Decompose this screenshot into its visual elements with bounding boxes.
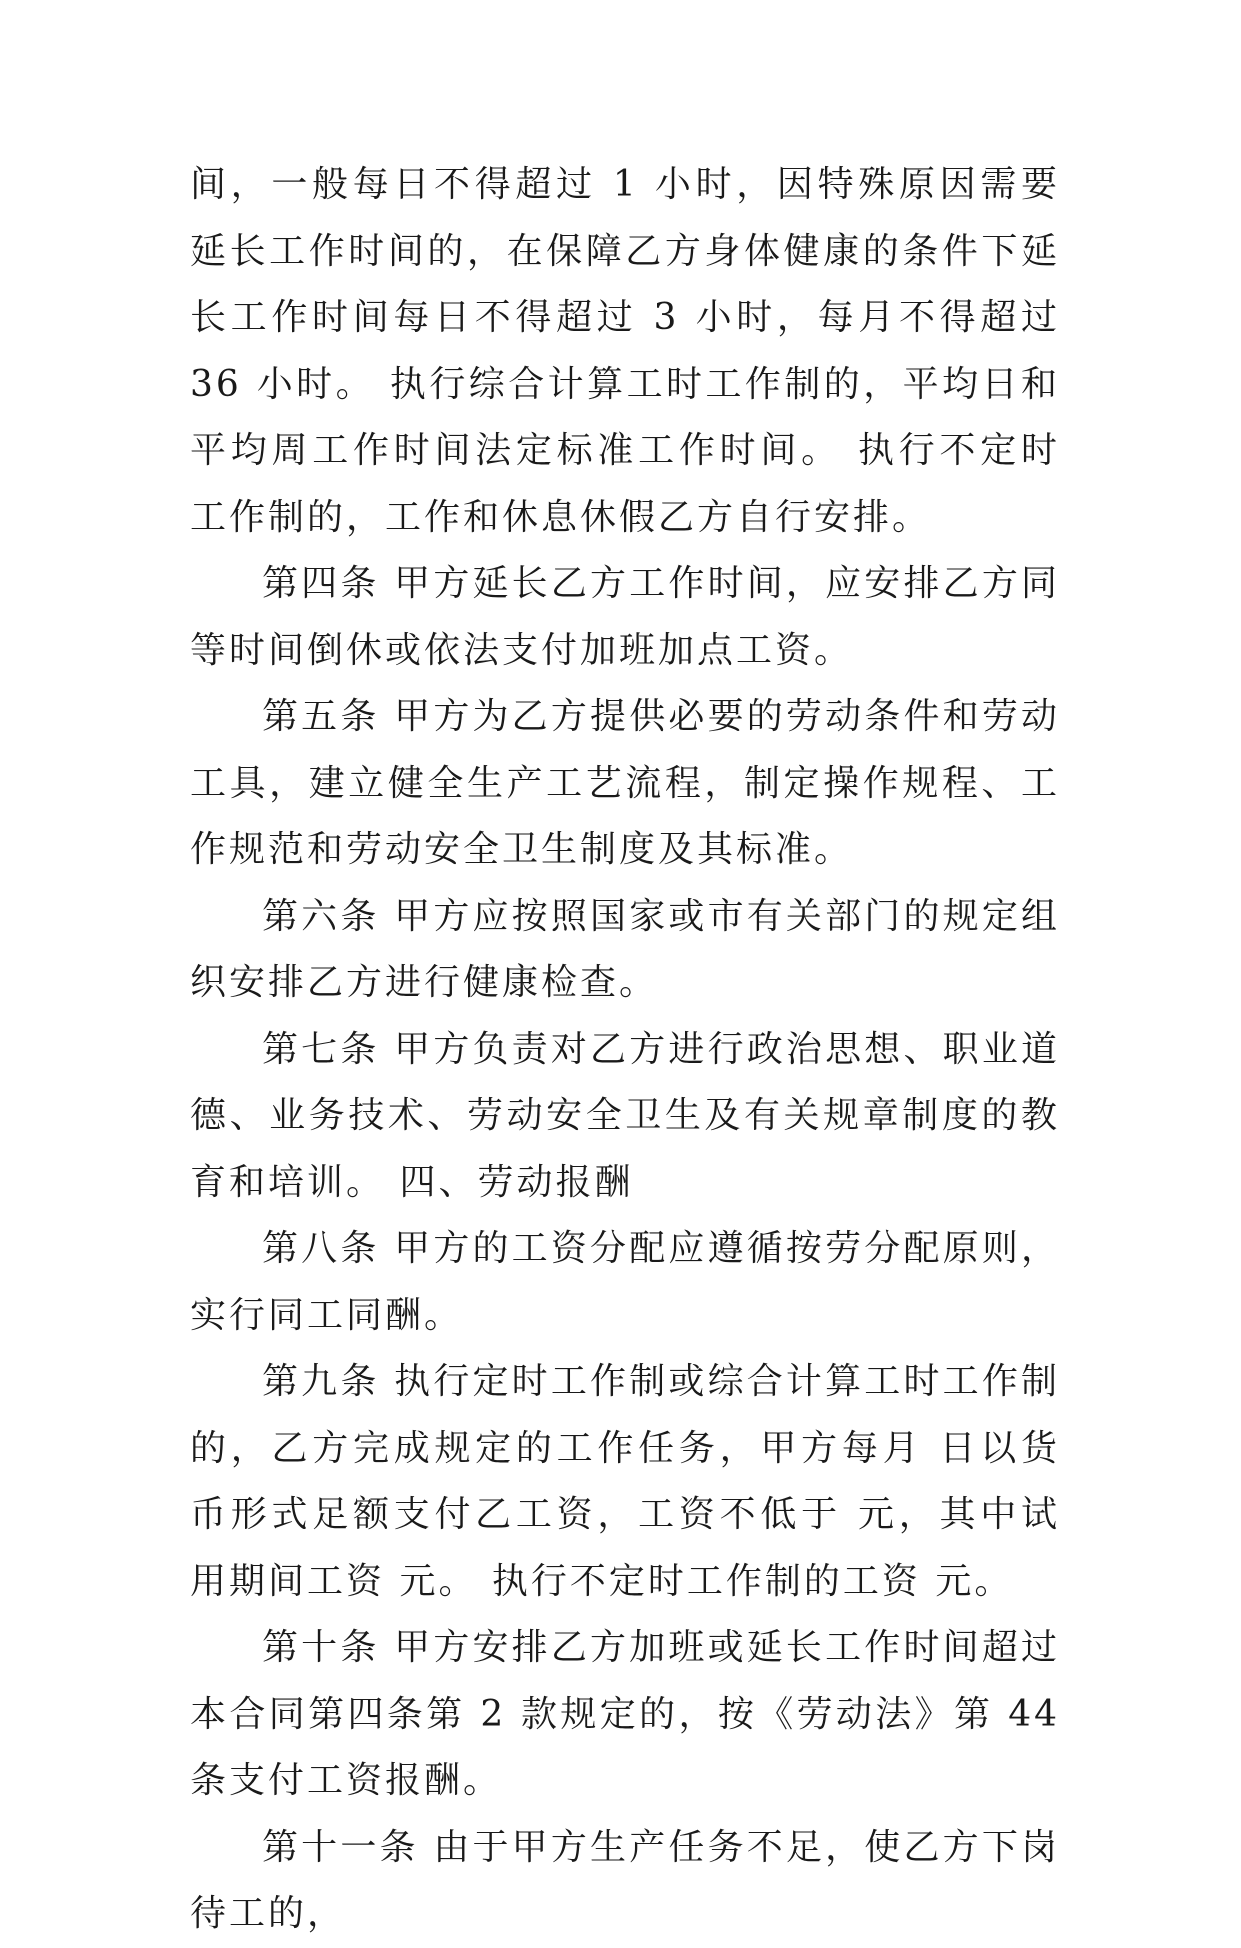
paragraph-article-4: 第四条 甲方延长乙方工作时间，应安排乙方同等时间倒休或依法支付加班加点工资。	[190, 563, 1060, 671]
paragraph-article-10: 第十条 甲方安排乙方加班或延长工作时间超过本合同第四条第 2 款规定的，按《劳动法》第 44 条支付工资报酬。	[190, 1627, 1060, 1801]
paragraph-article-9: 第九条 执行定时工作制或综合计算工时工作制的，乙方完成规定的工作任务，甲方每月 日以货币形式足额支付乙工资，工资不低于 元，其中试用期间工资 元。 执行不定时工作制的工资 元。	[190, 1361, 1060, 1602]
paragraph-article-11: 第十一条 由于甲方生产任务不足，使乙方下岗待工的，	[190, 1826, 1060, 1934]
paragraph-article-6: 第六条 甲方应按照国家或市有关部门的规定组织安排乙方进行健康检查。	[190, 895, 1060, 1003]
contract-body	[190, 152, 1060, 1948]
paragraph-article-5: 第五条 甲方为乙方提供必要的劳动条件和劳动工具，建立健全生产工艺流程，制定操作规程、工作规范和劳动安全卫生制度及其标准。	[190, 696, 1060, 870]
paragraph-article-7: 第七条 甲方负责对乙方进行政治思想、职业道德、业务技术、劳动安全卫生及有关规章制度的教育和培训。 四、劳动报酬	[190, 1028, 1060, 1203]
paragraph-article-8: 第八条 甲方的工资分配应遵循按劳分配原则，实行同工同酬。	[190, 1228, 1060, 1336]
paragraph-working-hours-continued: 间，一般每日不得超过 1 小时，因特殊原因需要延长工作时间的，在保障乙方身体健康的条件下延长工作时间每日不得超过 3 小时，每月不得超过 36 小时。 执行综合计算工时工作制的，平均日和平均周工作时间法定标准工作时间。 执行不定时工作制的，工作和休息休假乙方自行安排。	[190, 164, 1060, 538]
